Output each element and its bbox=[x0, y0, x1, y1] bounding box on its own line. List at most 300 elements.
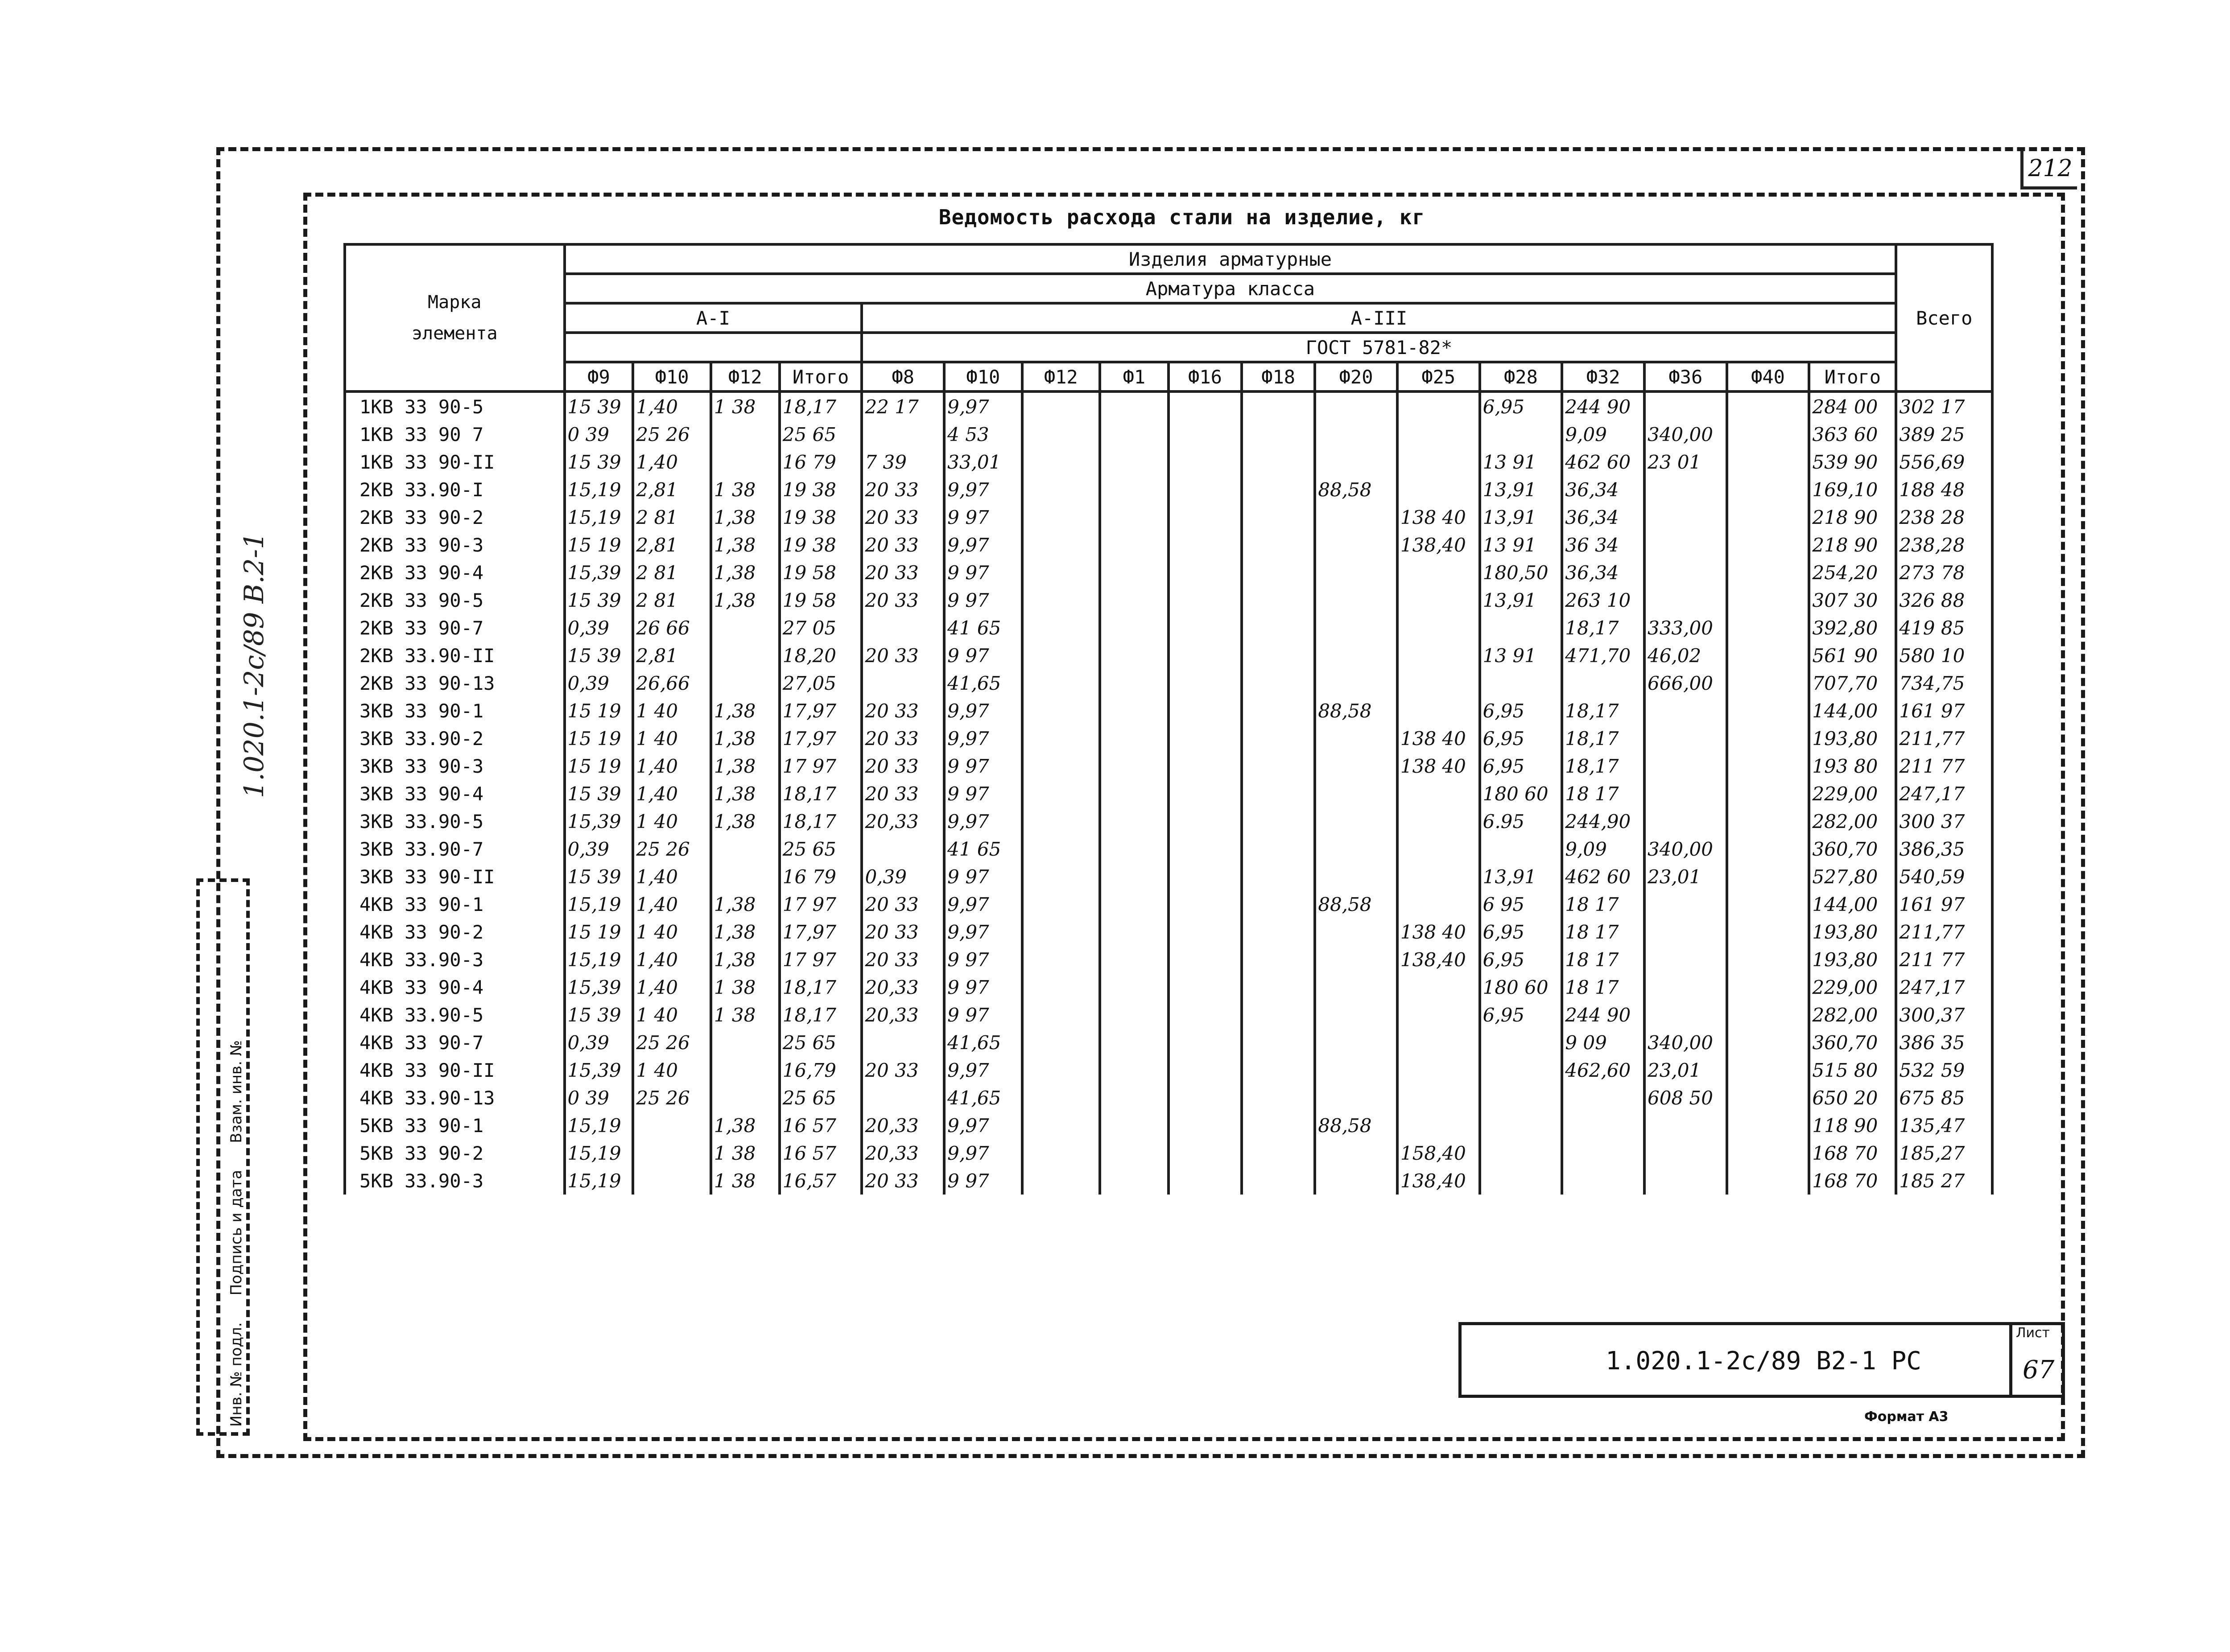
value-cell bbox=[1727, 807, 1809, 835]
value-cell: 9,09 bbox=[1562, 835, 1644, 863]
element-mark-cell: 4КВ 33 90-4 bbox=[345, 973, 565, 1001]
value-cell bbox=[1100, 973, 1169, 1001]
value-cell: 6 95 bbox=[1480, 890, 1562, 918]
element-mark-cell: 4КВ 33 90-7 bbox=[345, 1029, 565, 1056]
value-cell bbox=[1480, 420, 1562, 448]
value-cell: 238,28 bbox=[1896, 531, 1992, 559]
value-cell bbox=[1315, 448, 1397, 476]
value-cell: 0,39 bbox=[565, 614, 633, 642]
value-cell: 1,38 bbox=[711, 725, 780, 752]
value-cell bbox=[1480, 1084, 1562, 1112]
value-cell bbox=[1022, 752, 1100, 780]
value-cell: 138,40 bbox=[1397, 531, 1480, 559]
value-cell: 2,81 bbox=[633, 531, 710, 559]
value-cell bbox=[1100, 863, 1169, 890]
diameter-header: Ф28 bbox=[1480, 362, 1562, 391]
value-cell: 18 17 bbox=[1562, 918, 1644, 946]
value-cell: 229,00 bbox=[1809, 780, 1896, 807]
value-cell bbox=[1480, 835, 1562, 863]
value-cell bbox=[1727, 863, 1809, 890]
table-row bbox=[345, 1056, 1992, 1084]
element-mark-cell: 4КВ 33.90-13 bbox=[345, 1084, 565, 1112]
value-cell: 1,38 bbox=[711, 780, 780, 807]
value-cell: 1 40 bbox=[633, 1056, 710, 1084]
value-cell bbox=[1100, 559, 1169, 586]
value-cell bbox=[1100, 807, 1169, 835]
value-cell bbox=[1242, 835, 1315, 863]
value-cell bbox=[1242, 697, 1315, 725]
value-cell bbox=[1169, 1056, 1242, 1084]
value-cell: 9 97 bbox=[944, 559, 1022, 586]
value-cell bbox=[1315, 420, 1397, 448]
value-cell bbox=[1100, 503, 1169, 531]
value-cell: 9,97 bbox=[944, 918, 1022, 946]
value-cell: 247,17 bbox=[1896, 780, 1992, 807]
value-cell: 88,58 bbox=[1315, 697, 1397, 725]
value-cell: 15,19 bbox=[565, 1167, 633, 1195]
value-cell: 36,34 bbox=[1562, 559, 1644, 586]
diameter-header: Ф18 bbox=[1242, 362, 1315, 391]
value-cell: 1,38 bbox=[711, 559, 780, 586]
element-mark-cell: 5КВ 33 90-1 bbox=[345, 1112, 565, 1139]
value-cell: 9 97 bbox=[944, 973, 1022, 1001]
value-cell bbox=[711, 1056, 780, 1084]
value-cell bbox=[1397, 807, 1480, 835]
value-cell bbox=[1397, 448, 1480, 476]
value-cell bbox=[1022, 973, 1100, 1001]
value-cell bbox=[1100, 918, 1169, 946]
value-cell bbox=[711, 669, 780, 697]
value-cell bbox=[1169, 725, 1242, 752]
value-cell: 18 17 bbox=[1562, 946, 1644, 973]
value-cell bbox=[1242, 1084, 1315, 1112]
value-cell bbox=[1644, 1139, 1727, 1167]
value-cell: 15,19 bbox=[565, 946, 633, 973]
value-cell bbox=[1100, 642, 1169, 669]
value-cell bbox=[1562, 1112, 1644, 1139]
value-cell bbox=[1727, 725, 1809, 752]
value-cell: 282,00 bbox=[1809, 807, 1896, 835]
element-mark-cell: 5КВ 33 90-2 bbox=[345, 1139, 565, 1167]
value-cell: 340,00 bbox=[1644, 835, 1727, 863]
table-row bbox=[345, 946, 1992, 973]
value-cell bbox=[1727, 697, 1809, 725]
value-cell: 211,77 bbox=[1896, 918, 1992, 946]
value-cell: 18,17 bbox=[780, 1001, 862, 1029]
element-mark-cell: 4КВ 33 90-1 bbox=[345, 890, 565, 918]
table-row bbox=[345, 642, 1992, 669]
value-cell bbox=[1100, 391, 1169, 420]
value-cell: 25 65 bbox=[780, 835, 862, 863]
value-cell: 0 39 bbox=[565, 420, 633, 448]
value-cell bbox=[1100, 697, 1169, 725]
value-cell: 20,33 bbox=[862, 1112, 944, 1139]
value-cell: 229,00 bbox=[1809, 973, 1896, 1001]
value-cell: 211 77 bbox=[1896, 752, 1992, 780]
value-cell: 18,17 bbox=[780, 391, 862, 420]
value-cell: 462,60 bbox=[1562, 1056, 1644, 1084]
value-cell bbox=[1397, 586, 1480, 614]
value-cell bbox=[1022, 1001, 1100, 1029]
value-cell bbox=[1169, 780, 1242, 807]
value-cell bbox=[1022, 669, 1100, 697]
table-row bbox=[345, 973, 1992, 1001]
mark-header-line2: элемента bbox=[411, 323, 498, 344]
table-row bbox=[345, 559, 1992, 586]
value-cell bbox=[1169, 697, 1242, 725]
value-cell: 1 40 bbox=[633, 918, 710, 946]
value-cell bbox=[1022, 391, 1100, 420]
value-cell: 15 39 bbox=[565, 1001, 633, 1029]
class-a1-spacer bbox=[565, 333, 862, 362]
value-cell bbox=[711, 614, 780, 642]
side-labels bbox=[227, 1040, 245, 1427]
value-cell: 6,95 bbox=[1480, 725, 1562, 752]
value-cell bbox=[1315, 669, 1397, 697]
value-cell: 532 59 bbox=[1896, 1056, 1992, 1084]
value-cell: 9 97 bbox=[944, 642, 1022, 669]
value-cell bbox=[711, 1029, 780, 1056]
value-cell bbox=[1242, 669, 1315, 697]
value-cell bbox=[1242, 1167, 1315, 1195]
value-cell: 9 97 bbox=[944, 1001, 1022, 1029]
value-cell: 9,09 bbox=[1562, 420, 1644, 448]
value-cell: 25 65 bbox=[780, 1029, 862, 1056]
value-cell: 25 65 bbox=[780, 420, 862, 448]
value-cell bbox=[1397, 391, 1480, 420]
value-cell bbox=[862, 669, 944, 697]
value-cell bbox=[1397, 697, 1480, 725]
value-cell: 2,81 bbox=[633, 642, 710, 669]
value-cell: 158,40 bbox=[1397, 1139, 1480, 1167]
value-cell: 9 97 bbox=[944, 752, 1022, 780]
value-cell: 1 40 bbox=[633, 697, 710, 725]
value-cell: 218 90 bbox=[1809, 531, 1896, 559]
value-cell bbox=[1242, 531, 1315, 559]
value-cell bbox=[1397, 780, 1480, 807]
value-cell bbox=[1644, 807, 1727, 835]
value-cell: 20 33 bbox=[862, 559, 944, 586]
value-cell bbox=[1022, 1112, 1100, 1139]
value-cell bbox=[1315, 863, 1397, 890]
value-cell: 23,01 bbox=[1644, 863, 1727, 890]
value-cell bbox=[1100, 1139, 1169, 1167]
value-cell: 675 85 bbox=[1896, 1084, 1992, 1112]
value-cell: 17 97 bbox=[780, 946, 862, 973]
value-cell bbox=[1169, 1029, 1242, 1056]
value-cell: 1 40 bbox=[633, 807, 710, 835]
value-cell: 25 26 bbox=[633, 1084, 710, 1112]
value-cell bbox=[1242, 1112, 1315, 1139]
value-cell: 9,97 bbox=[944, 890, 1022, 918]
value-cell bbox=[1397, 476, 1480, 503]
value-cell: 556,69 bbox=[1896, 448, 1992, 476]
value-cell: 18,17 bbox=[1562, 725, 1644, 752]
value-cell: 20 33 bbox=[862, 752, 944, 780]
value-cell bbox=[1727, 448, 1809, 476]
value-cell bbox=[1242, 1056, 1315, 1084]
value-cell: 9,97 bbox=[944, 391, 1022, 420]
value-cell bbox=[1169, 890, 1242, 918]
value-cell: 9,97 bbox=[944, 531, 1022, 559]
value-cell bbox=[1644, 1001, 1727, 1029]
value-cell bbox=[1169, 1167, 1242, 1195]
value-cell bbox=[1644, 725, 1727, 752]
value-cell bbox=[1315, 725, 1397, 752]
table-row bbox=[345, 752, 1992, 780]
value-cell bbox=[711, 448, 780, 476]
steel-consumption-table bbox=[343, 243, 1994, 1195]
value-cell: 17 97 bbox=[780, 752, 862, 780]
value-cell: 15 39 bbox=[565, 391, 633, 420]
value-cell bbox=[1727, 973, 1809, 1001]
value-cell bbox=[1242, 918, 1315, 946]
value-cell: 608 50 bbox=[1644, 1084, 1727, 1112]
value-cell: 135,47 bbox=[1896, 1112, 1992, 1139]
value-cell: 88,58 bbox=[1315, 1112, 1397, 1139]
value-cell bbox=[633, 1112, 710, 1139]
value-cell: 168 70 bbox=[1809, 1139, 1896, 1167]
value-cell bbox=[1480, 1112, 1562, 1139]
value-cell: 22 17 bbox=[862, 391, 944, 420]
value-cell bbox=[1022, 559, 1100, 586]
value-cell: 707,70 bbox=[1809, 669, 1896, 697]
value-cell: 6,95 bbox=[1480, 918, 1562, 946]
class-a1-header: А-I bbox=[565, 303, 862, 333]
value-cell bbox=[1397, 1112, 1480, 1139]
value-cell bbox=[1022, 1029, 1100, 1056]
value-cell bbox=[1315, 1167, 1397, 1195]
value-cell: 180 60 bbox=[1480, 973, 1562, 1001]
value-cell: 23 01 bbox=[1644, 448, 1727, 476]
value-cell: 1,40 bbox=[633, 448, 710, 476]
value-cell bbox=[1169, 420, 1242, 448]
value-cell: 462 60 bbox=[1562, 448, 1644, 476]
value-cell bbox=[1727, 614, 1809, 642]
value-cell bbox=[633, 1167, 710, 1195]
value-cell: 18 17 bbox=[1562, 780, 1644, 807]
value-cell: 244,90 bbox=[1562, 807, 1644, 835]
value-cell: 20 33 bbox=[862, 476, 944, 503]
value-cell: 20 33 bbox=[862, 918, 944, 946]
mark-header bbox=[345, 244, 565, 391]
value-cell bbox=[1169, 807, 1242, 835]
value-cell: 18,17 bbox=[780, 780, 862, 807]
table-row bbox=[345, 890, 1992, 918]
value-cell: 1,40 bbox=[633, 863, 710, 890]
value-cell bbox=[1022, 890, 1100, 918]
value-cell: 15 39 bbox=[565, 642, 633, 669]
value-cell bbox=[1727, 1029, 1809, 1056]
value-cell bbox=[1022, 918, 1100, 946]
value-cell: 666,00 bbox=[1644, 669, 1727, 697]
value-cell: 539 90 bbox=[1809, 448, 1896, 476]
table-row bbox=[345, 448, 1992, 476]
value-cell bbox=[1169, 669, 1242, 697]
diameter-header: Итого bbox=[1809, 362, 1896, 391]
value-cell: 273 78 bbox=[1896, 559, 1992, 586]
value-cell: 161 97 bbox=[1896, 697, 1992, 725]
value-cell bbox=[1100, 752, 1169, 780]
value-cell bbox=[1169, 531, 1242, 559]
value-cell: 20 33 bbox=[862, 586, 944, 614]
value-cell bbox=[1644, 586, 1727, 614]
value-cell: 326 88 bbox=[1896, 586, 1992, 614]
table-row bbox=[345, 503, 1992, 531]
value-cell bbox=[1644, 918, 1727, 946]
table-row bbox=[345, 614, 1992, 642]
value-cell: 26,66 bbox=[633, 669, 710, 697]
value-cell: 9 97 bbox=[944, 946, 1022, 973]
value-cell: 2,81 bbox=[633, 476, 710, 503]
element-mark-cell: 4КВ 33.90-5 bbox=[345, 1001, 565, 1029]
element-mark-cell: 3КВ 33 90-II bbox=[345, 863, 565, 890]
value-cell: 9,97 bbox=[944, 807, 1022, 835]
value-cell: 9 97 bbox=[944, 863, 1022, 890]
value-cell bbox=[1562, 669, 1644, 697]
value-cell bbox=[1397, 890, 1480, 918]
value-cell: 254,20 bbox=[1809, 559, 1896, 586]
value-cell: 0,39 bbox=[565, 669, 633, 697]
products-group-header: Изделия арматурные bbox=[565, 244, 1896, 274]
value-cell: 419 85 bbox=[1896, 614, 1992, 642]
value-cell bbox=[1022, 476, 1100, 503]
value-cell: 27,05 bbox=[780, 669, 862, 697]
value-cell bbox=[1169, 503, 1242, 531]
value-cell: 462 60 bbox=[1562, 863, 1644, 890]
value-cell: 734,75 bbox=[1896, 669, 1992, 697]
value-cell bbox=[1727, 503, 1809, 531]
title-block-code: 1.020.1-2с/89 В2-1 РС bbox=[1606, 1347, 1922, 1376]
value-cell bbox=[1480, 1139, 1562, 1167]
value-cell: 20 33 bbox=[862, 531, 944, 559]
value-cell bbox=[1169, 642, 1242, 669]
value-cell bbox=[1169, 1001, 1242, 1029]
diameter-header: Ф8 bbox=[862, 362, 944, 391]
diameter-header: Ф9 bbox=[565, 362, 633, 391]
value-cell: 18,17 bbox=[1562, 614, 1644, 642]
element-mark-cell: 2КВ 33 90-13 bbox=[345, 669, 565, 697]
value-cell bbox=[1242, 973, 1315, 1001]
diameter-header: Ф12 bbox=[1022, 362, 1100, 391]
table-row bbox=[345, 1001, 1992, 1029]
table-row bbox=[345, 918, 1992, 946]
value-cell: 88,58 bbox=[1315, 476, 1397, 503]
value-cell bbox=[1315, 752, 1397, 780]
value-cell: 1,38 bbox=[711, 531, 780, 559]
value-cell: 540,59 bbox=[1896, 863, 1992, 890]
value-cell bbox=[1169, 586, 1242, 614]
value-cell bbox=[1644, 559, 1727, 586]
value-cell: 386 35 bbox=[1896, 1029, 1992, 1056]
value-cell bbox=[1315, 835, 1397, 863]
value-cell bbox=[1242, 420, 1315, 448]
value-cell: 561 90 bbox=[1809, 642, 1896, 669]
value-cell bbox=[711, 1084, 780, 1112]
element-mark-cell: 4КВ 33 90-II bbox=[345, 1056, 565, 1084]
value-cell: 9,97 bbox=[944, 1112, 1022, 1139]
value-cell: 15 19 bbox=[565, 725, 633, 752]
value-cell bbox=[1727, 642, 1809, 669]
value-cell bbox=[1100, 890, 1169, 918]
value-cell bbox=[1100, 476, 1169, 503]
value-cell bbox=[1397, 420, 1480, 448]
value-cell bbox=[1169, 1084, 1242, 1112]
value-cell: 25 26 bbox=[633, 420, 710, 448]
value-cell: 88,58 bbox=[1315, 890, 1397, 918]
value-cell bbox=[1169, 614, 1242, 642]
value-cell: 302 17 bbox=[1896, 391, 1992, 420]
value-cell bbox=[1242, 752, 1315, 780]
value-cell bbox=[1169, 559, 1242, 586]
value-cell: 20 33 bbox=[862, 697, 944, 725]
value-cell: 20,33 bbox=[862, 1139, 944, 1167]
value-cell bbox=[1397, 1056, 1480, 1084]
value-cell bbox=[1242, 559, 1315, 586]
value-cell bbox=[1022, 835, 1100, 863]
side-label: Взам. инв. № bbox=[227, 1040, 245, 1143]
value-cell: 20,33 bbox=[862, 973, 944, 1001]
value-cell bbox=[1315, 559, 1397, 586]
value-cell: 218 90 bbox=[1809, 503, 1896, 531]
value-cell bbox=[1644, 946, 1727, 973]
value-cell: 16,57 bbox=[780, 1167, 862, 1195]
value-cell bbox=[1480, 669, 1562, 697]
value-cell: 15 39 bbox=[565, 586, 633, 614]
value-cell bbox=[1242, 586, 1315, 614]
value-cell: 16 79 bbox=[780, 448, 862, 476]
element-mark-cell: 3КВ 33 90-3 bbox=[345, 752, 565, 780]
value-cell bbox=[1727, 391, 1809, 420]
table-row bbox=[345, 476, 1992, 503]
value-cell: 1,38 bbox=[711, 918, 780, 946]
value-cell: 13,91 bbox=[1480, 476, 1562, 503]
element-mark-cell: 2КВ 33 90-2 bbox=[345, 503, 565, 531]
value-cell bbox=[1315, 1001, 1397, 1029]
value-cell: 307 30 bbox=[1809, 586, 1896, 614]
value-cell: 1,38 bbox=[711, 752, 780, 780]
value-cell: 20 33 bbox=[862, 725, 944, 752]
value-cell bbox=[1480, 614, 1562, 642]
element-mark-cell: 1КВ 33 90-II bbox=[345, 448, 565, 476]
value-cell bbox=[862, 614, 944, 642]
value-cell: 650 20 bbox=[1809, 1084, 1896, 1112]
value-cell: 238 28 bbox=[1896, 503, 1992, 531]
value-cell bbox=[1727, 780, 1809, 807]
value-cell: 1,38 bbox=[711, 586, 780, 614]
value-cell bbox=[1644, 973, 1727, 1001]
value-cell bbox=[1315, 1139, 1397, 1167]
value-cell: 169,10 bbox=[1809, 476, 1896, 503]
side-label: Подпись и дата bbox=[227, 1170, 245, 1296]
value-cell: 15,19 bbox=[565, 1112, 633, 1139]
value-cell: 1,38 bbox=[711, 503, 780, 531]
element-mark-cell: 2КВ 33 90-3 bbox=[345, 531, 565, 559]
element-mark-cell: 2КВ 33 90-4 bbox=[345, 559, 565, 586]
value-cell bbox=[1397, 863, 1480, 890]
value-cell bbox=[1022, 1056, 1100, 1084]
value-cell: 138,40 bbox=[1397, 1167, 1480, 1195]
value-cell: 15,19 bbox=[565, 890, 633, 918]
diameter-header: Ф10 bbox=[633, 362, 710, 391]
value-cell bbox=[1315, 1056, 1397, 1084]
value-cell bbox=[1169, 973, 1242, 1001]
value-cell bbox=[1644, 752, 1727, 780]
format-label: Формат А3 bbox=[1864, 1409, 1949, 1425]
element-mark-cell: 4КВ 33 90-2 bbox=[345, 918, 565, 946]
value-cell: 18,17 bbox=[1562, 697, 1644, 725]
element-mark-cell: 3КВ 33 90-1 bbox=[345, 697, 565, 725]
